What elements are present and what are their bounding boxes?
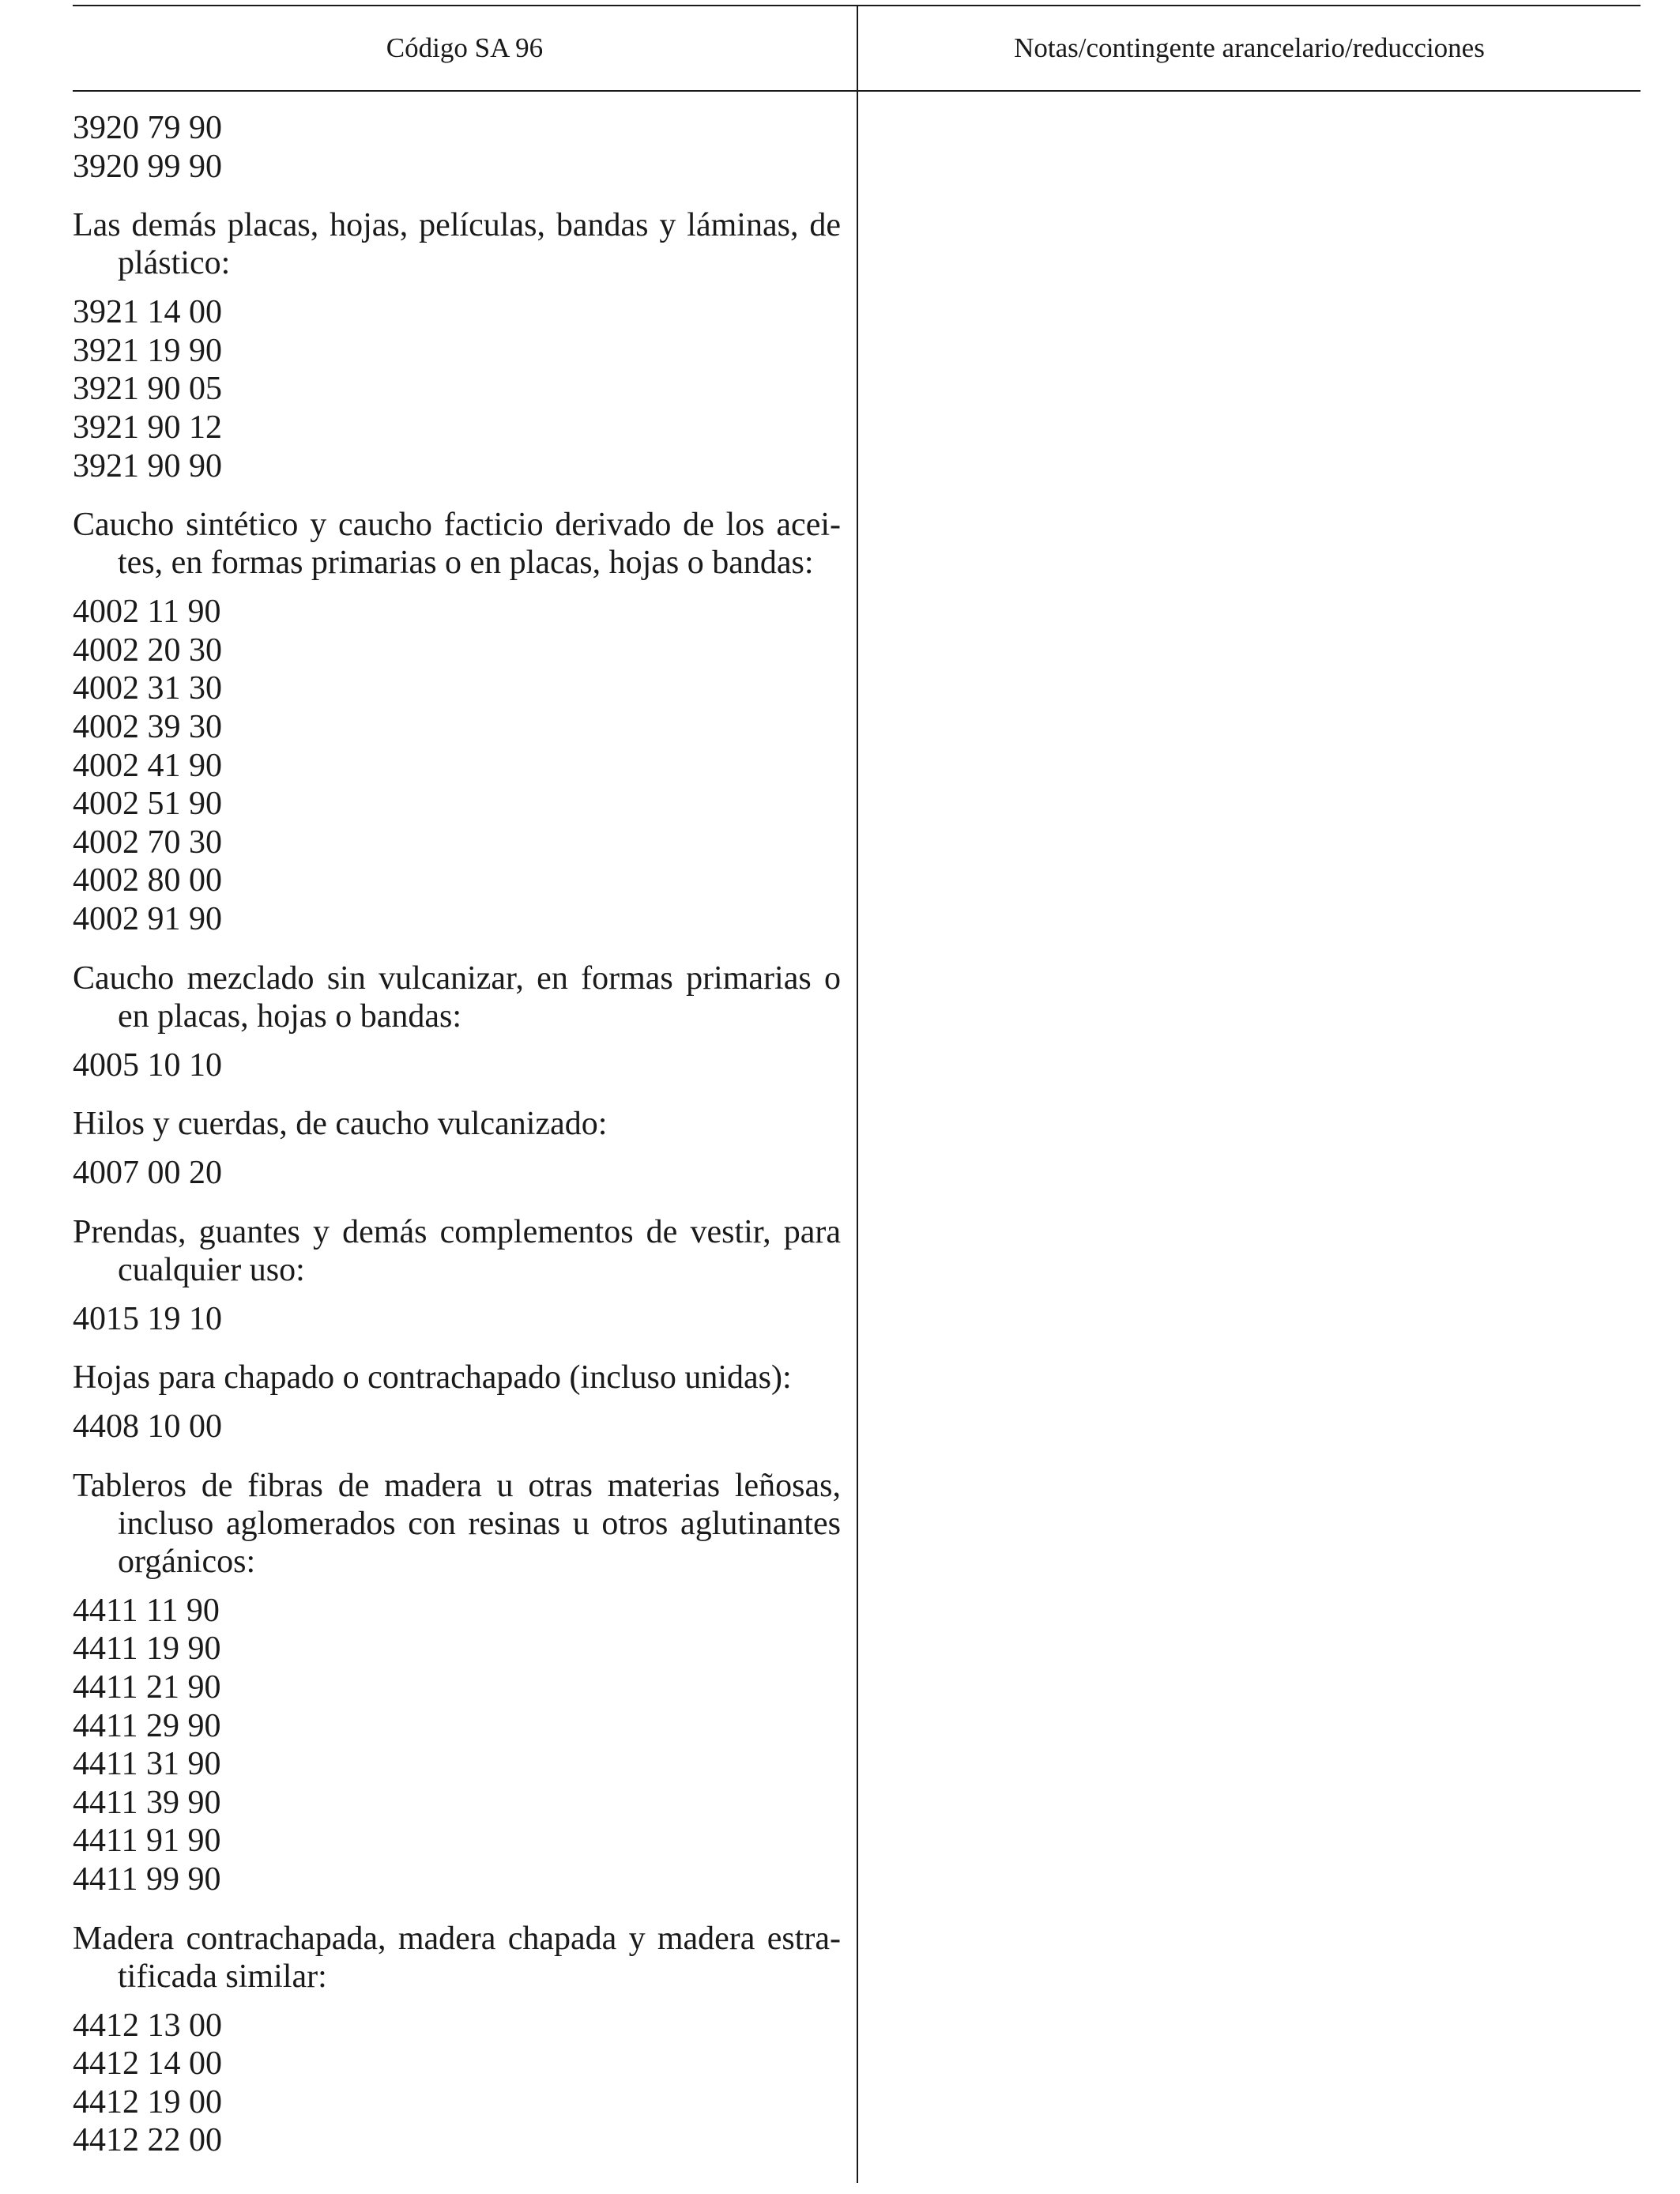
hs-code: 4412 13 00 (73, 2007, 222, 2044)
tariff-section (73, 1467, 841, 1899)
hs-code: 4002 31 30 (73, 670, 222, 707)
hs-code: 4411 99 90 (73, 1861, 221, 1898)
hs-code: 4002 80 00 (73, 862, 222, 899)
document-page (73, 0, 1640, 2194)
section-heading: Hilos y cuerdas, de caucho vulcanizado: (73, 1106, 608, 1143)
hs-code: 3920 79 90 (73, 110, 222, 146)
hs-code: 3921 90 05 (73, 371, 222, 408)
tariff-section (73, 1213, 841, 1339)
tariff-section (73, 506, 841, 938)
hs-code: 4411 21 90 (73, 1669, 221, 1706)
hs-code: 3921 90 90 (73, 447, 222, 484)
hs-code: 4411 39 90 (73, 1784, 221, 1821)
hs-code: 4002 20 30 (73, 631, 222, 669)
hs-code: 4002 91 90 (73, 900, 222, 937)
hs-code: 4002 41 90 (73, 747, 222, 784)
hs-code: 4412 14 00 (73, 2045, 222, 2083)
code-column (73, 109, 841, 2160)
hs-code: 3921 19 90 (73, 332, 222, 369)
column-divider (857, 5, 858, 2183)
tariff-section (73, 109, 841, 186)
hs-code: 4411 31 90 (73, 1746, 221, 1783)
column-header-notes: Notas/contingente arancelario/reducciones (1014, 32, 1485, 63)
section-heading: Prendas, guantes y demás complementos de vestir, para cualquier uso: (73, 1213, 841, 1288)
tariff-section (73, 959, 841, 1085)
hs-code: 4412 22 00 (73, 2122, 222, 2159)
hs-code: 3921 14 00 (73, 294, 222, 331)
hs-code: 3920 99 90 (73, 148, 222, 185)
hs-code: 4411 29 90 (73, 1707, 221, 1744)
hs-code: 4007 00 20 (73, 1155, 222, 1192)
hs-code: 4005 10 10 (73, 1046, 222, 1084)
hs-code: 4002 70 30 (73, 824, 222, 861)
tariff-section (73, 206, 841, 485)
section-heading: Caucho mezclado sin vulcanizar, en formas primarias o en placas, hojas o bandas: (73, 959, 841, 1035)
tariff-section (73, 1920, 841, 2160)
section-heading: Tableros de fibras de madera u otras materias leñosas, incluso aglomerados con resinas u otros aglutinantes orgánicos: (73, 1467, 841, 1580)
hs-code: 4002 39 30 (73, 708, 222, 745)
hs-code: 4411 19 90 (73, 1630, 221, 1668)
hs-code: 3921 90 12 (73, 409, 222, 446)
hs-code: 4015 19 10 (73, 1300, 222, 1337)
hs-code: 4002 11 90 (73, 594, 221, 631)
hs-code: 4411 11 90 (73, 1592, 220, 1629)
section-heading: Madera contrachapada, madera chapada y madera estra-tificada similar: (73, 1920, 841, 1995)
section-heading: Hojas para chapado o contrachapado (incluso unidas): (73, 1359, 792, 1397)
hs-code: 4411 91 90 (73, 1823, 221, 1860)
tariff-section (73, 1359, 841, 1446)
hs-code: 4408 10 00 (73, 1408, 222, 1446)
hs-code: 4412 19 00 (73, 2083, 222, 2120)
column-header-code: Código SA 96 (386, 32, 544, 63)
hs-code: 4002 51 90 (73, 786, 222, 823)
tariff-section (73, 1105, 841, 1193)
section-heading: Caucho sintético y caucho facticio derivado de los acei-tes, en formas primarias o en placas, hojas o bandas: (73, 507, 841, 582)
section-heading: Las demás placas, hojas, películas, bandas y láminas, de plástico: (73, 207, 841, 282)
